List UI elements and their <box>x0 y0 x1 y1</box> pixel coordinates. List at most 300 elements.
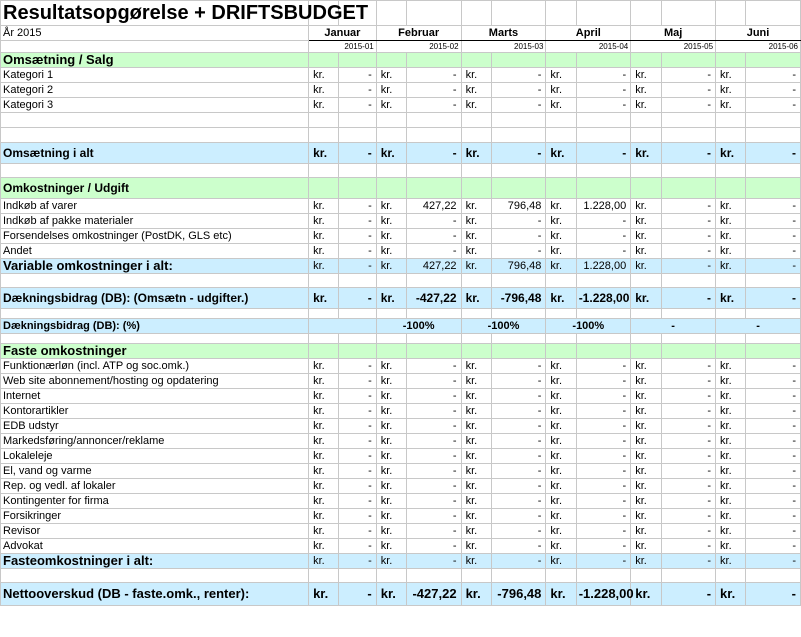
fixed-currency[interactable]: kr. <box>631 449 661 464</box>
month-header[interactable]: Maj <box>631 26 716 41</box>
fixed-total-currency[interactable]: kr. <box>546 554 576 569</box>
empty-cell[interactable] <box>491 334 546 344</box>
fixed-value[interactable]: - <box>661 419 716 434</box>
cost-value[interactable]: - <box>339 229 376 244</box>
cost-value[interactable]: - <box>407 244 462 259</box>
empty-cell[interactable] <box>631 334 661 344</box>
variable-total-value[interactable]: - <box>339 259 376 274</box>
row-label[interactable]: Markedsføring/annoncer/reklame <box>1 434 309 449</box>
fixed-currency[interactable]: kr. <box>461 434 491 449</box>
empty-cell[interactable] <box>546 344 576 359</box>
fixed-value[interactable]: - <box>339 419 376 434</box>
empty-cell[interactable] <box>461 178 491 199</box>
month-date[interactable]: 2015-05 <box>631 41 716 53</box>
variable-total-currency[interactable]: kr. <box>376 259 406 274</box>
net-currency[interactable]: kr. <box>309 583 339 606</box>
empty-cell[interactable] <box>576 344 631 359</box>
empty-cell[interactable] <box>309 113 339 128</box>
fixed-currency[interactable]: kr. <box>631 494 661 509</box>
fixed-currency[interactable]: kr. <box>631 419 661 434</box>
empty-cell[interactable] <box>546 1 576 26</box>
empty-cell[interactable] <box>546 113 576 128</box>
variable-total-value[interactable]: 1.228,00 <box>576 259 631 274</box>
cost-value[interactable]: - <box>491 244 546 259</box>
empty-cell[interactable] <box>309 334 339 344</box>
sales-value[interactable]: - <box>661 98 716 113</box>
sales-total-currency[interactable]: kr. <box>376 143 406 164</box>
sales-value[interactable]: - <box>576 98 631 113</box>
empty-cell[interactable] <box>491 128 546 143</box>
cost-currency[interactable]: kr. <box>309 229 339 244</box>
fixed-currency[interactable]: kr. <box>376 449 406 464</box>
empty-cell[interactable] <box>661 344 716 359</box>
cost-value[interactable]: - <box>746 199 801 214</box>
fixed-currency[interactable]: kr. <box>716 404 746 419</box>
empty-cell[interactable] <box>1 274 309 288</box>
fixed-value[interactable]: - <box>339 494 376 509</box>
fixed-value[interactable]: - <box>661 494 716 509</box>
fixed-currency[interactable]: kr. <box>461 404 491 419</box>
empty-cell[interactable] <box>576 569 631 583</box>
fixed-currency[interactable]: kr. <box>309 494 339 509</box>
fixed-value[interactable]: - <box>661 539 716 554</box>
sales-currency[interactable]: kr. <box>461 83 491 98</box>
fixed-currency[interactable]: kr. <box>631 434 661 449</box>
fixed-value[interactable]: - <box>661 404 716 419</box>
year-label[interactable]: År 2015 <box>1 26 309 41</box>
empty-cell[interactable] <box>716 1 746 26</box>
cost-currency[interactable]: kr. <box>546 214 576 229</box>
empty-cell[interactable] <box>491 53 546 68</box>
fixed-value[interactable]: - <box>407 419 462 434</box>
fixed-total-value[interactable]: - <box>339 554 376 569</box>
cost-value[interactable]: - <box>746 244 801 259</box>
sales-value[interactable]: - <box>491 98 546 113</box>
db-value[interactable]: - <box>339 288 376 309</box>
empty-cell[interactable] <box>716 178 746 199</box>
db-pct-value[interactable]: - <box>716 319 801 334</box>
section-fixed-title[interactable]: Faste omkostninger <box>1 344 309 359</box>
empty-cell[interactable] <box>631 274 661 288</box>
empty-cell[interactable] <box>661 53 716 68</box>
fixed-currency[interactable]: kr. <box>631 359 661 374</box>
empty-cell[interactable] <box>461 274 491 288</box>
empty-cell[interactable] <box>407 178 462 199</box>
cost-currency[interactable]: kr. <box>461 199 491 214</box>
sales-currency[interactable]: kr. <box>309 83 339 98</box>
empty-cell[interactable] <box>576 178 631 199</box>
empty-cell[interactable] <box>376 334 406 344</box>
fixed-currency[interactable]: kr. <box>309 479 339 494</box>
empty-cell[interactable] <box>1 334 309 344</box>
empty-cell[interactable] <box>491 113 546 128</box>
fixed-value[interactable]: - <box>339 374 376 389</box>
fixed-value[interactable]: - <box>491 404 546 419</box>
empty-cell[interactable] <box>546 53 576 68</box>
empty-cell[interactable] <box>631 178 661 199</box>
sales-currency[interactable]: kr. <box>376 83 406 98</box>
db-value[interactable]: -1.228,00 <box>576 288 631 309</box>
empty-cell[interactable] <box>576 128 631 143</box>
sales-value[interactable]: - <box>491 68 546 83</box>
fixed-value[interactable]: - <box>576 494 631 509</box>
empty-cell[interactable] <box>661 1 716 26</box>
row-label[interactable]: Indkøb af varer <box>1 199 309 214</box>
net-currency[interactable]: kr. <box>546 583 576 606</box>
month-header[interactable]: Februar <box>376 26 461 41</box>
sales-currency[interactable]: kr. <box>716 68 746 83</box>
empty-cell[interactable] <box>407 309 462 319</box>
fixed-value[interactable]: - <box>576 389 631 404</box>
variable-total-value[interactable]: - <box>746 259 801 274</box>
empty-cell[interactable] <box>746 113 801 128</box>
empty-cell[interactable] <box>716 164 746 178</box>
db-currency[interactable]: kr. <box>631 288 661 309</box>
sales-value[interactable]: - <box>576 83 631 98</box>
empty-cell[interactable] <box>461 164 491 178</box>
fixed-currency[interactable]: kr. <box>631 539 661 554</box>
empty-cell[interactable] <box>716 113 746 128</box>
fixed-currency[interactable]: kr. <box>631 404 661 419</box>
cost-value[interactable]: - <box>339 199 376 214</box>
empty-cell[interactable] <box>1 569 309 583</box>
net-currency[interactable]: kr. <box>716 583 746 606</box>
fixed-currency[interactable]: kr. <box>716 494 746 509</box>
empty-cell[interactable] <box>746 274 801 288</box>
empty-cell[interactable] <box>546 164 576 178</box>
fixed-value[interactable]: - <box>746 464 801 479</box>
fixed-value[interactable]: - <box>576 524 631 539</box>
sales-value[interactable]: - <box>407 98 462 113</box>
db-pct-label[interactable]: Dækningsbidrag (DB): (%) <box>1 319 309 334</box>
empty-cell[interactable] <box>746 344 801 359</box>
empty-cell[interactable] <box>309 164 339 178</box>
net-value[interactable]: - <box>339 583 376 606</box>
fixed-currency[interactable]: kr. <box>631 479 661 494</box>
cost-value[interactable]: - <box>661 229 716 244</box>
empty-cell[interactable] <box>631 1 661 26</box>
sales-currency[interactable]: kr. <box>376 68 406 83</box>
empty-cell[interactable] <box>339 274 376 288</box>
empty-cell[interactable] <box>576 53 631 68</box>
fixed-value[interactable]: - <box>746 524 801 539</box>
empty-cell[interactable] <box>461 53 491 68</box>
sales-value[interactable]: - <box>746 68 801 83</box>
sales-currency[interactable]: kr. <box>546 83 576 98</box>
fixed-value[interactable]: - <box>491 509 546 524</box>
row-label[interactable]: El, vand og varme <box>1 464 309 479</box>
cost-currency[interactable]: kr. <box>716 199 746 214</box>
cost-currency[interactable]: kr. <box>716 214 746 229</box>
db-value[interactable]: - <box>746 288 801 309</box>
sales-total-currency[interactable]: kr. <box>716 143 746 164</box>
empty-cell[interactable] <box>309 569 339 583</box>
fixed-value[interactable]: - <box>339 359 376 374</box>
db-value[interactable]: -796,48 <box>491 288 546 309</box>
fixed-value[interactable]: - <box>661 359 716 374</box>
empty-cell[interactable] <box>631 164 661 178</box>
empty-cell[interactable] <box>661 309 716 319</box>
month-date[interactable]: 2015-03 <box>461 41 546 53</box>
sales-value[interactable]: - <box>339 83 376 98</box>
fixed-currency[interactable]: kr. <box>461 374 491 389</box>
fixed-value[interactable]: - <box>746 359 801 374</box>
cost-value[interactable]: - <box>746 214 801 229</box>
empty-cell[interactable] <box>376 178 406 199</box>
sales-currency[interactable]: kr. <box>716 98 746 113</box>
fixed-currency[interactable]: kr. <box>461 464 491 479</box>
fixed-value[interactable]: - <box>661 434 716 449</box>
sales-total-value[interactable]: - <box>576 143 631 164</box>
fixed-currency[interactable]: kr. <box>716 419 746 434</box>
row-label[interactable]: Kontingenter for firma <box>1 494 309 509</box>
cost-currency[interactable]: kr. <box>461 229 491 244</box>
sales-total-value[interactable]: - <box>746 143 801 164</box>
row-label[interactable]: Kontorartikler <box>1 404 309 419</box>
sales-total-value[interactable]: - <box>661 143 716 164</box>
cost-currency[interactable]: kr. <box>376 199 406 214</box>
empty-cell[interactable] <box>309 309 339 319</box>
fixed-currency[interactable]: kr. <box>716 389 746 404</box>
empty-cell[interactable] <box>746 334 801 344</box>
fixed-currency[interactable]: kr. <box>309 464 339 479</box>
fixed-value[interactable]: - <box>407 404 462 419</box>
variable-total-label[interactable]: Variable omkostninger i alt: <box>1 259 309 274</box>
empty-cell[interactable] <box>461 309 491 319</box>
fixed-value[interactable]: - <box>491 434 546 449</box>
empty-cell[interactable] <box>631 344 661 359</box>
row-label[interactable]: Kategori 3 <box>1 98 309 113</box>
row-label[interactable]: Lokaleleje <box>1 449 309 464</box>
empty-cell[interactable] <box>631 53 661 68</box>
empty-cell[interactable] <box>339 178 376 199</box>
empty-cell[interactable] <box>576 1 631 26</box>
fixed-value[interactable]: - <box>576 464 631 479</box>
cost-value[interactable]: - <box>407 214 462 229</box>
empty-cell[interactable] <box>546 274 576 288</box>
cost-value[interactable]: - <box>661 244 716 259</box>
empty-cell[interactable] <box>716 334 746 344</box>
fixed-value[interactable]: - <box>746 374 801 389</box>
fixed-value[interactable]: - <box>407 359 462 374</box>
sales-value[interactable]: - <box>339 68 376 83</box>
fixed-value[interactable]: - <box>339 509 376 524</box>
fixed-currency[interactable]: kr. <box>461 479 491 494</box>
sales-currency[interactable]: kr. <box>546 68 576 83</box>
sales-total-currency[interactable]: kr. <box>461 143 491 164</box>
fixed-value[interactable]: - <box>576 509 631 524</box>
fixed-currency[interactable]: kr. <box>376 464 406 479</box>
fixed-currency[interactable]: kr. <box>631 464 661 479</box>
sales-currency[interactable]: kr. <box>546 98 576 113</box>
fixed-currency[interactable]: kr. <box>376 404 406 419</box>
fixed-currency[interactable]: kr. <box>376 539 406 554</box>
fixed-value[interactable]: - <box>746 539 801 554</box>
empty-cell[interactable] <box>546 128 576 143</box>
net-currency[interactable]: kr. <box>631 583 661 606</box>
fixed-value[interactable]: - <box>339 479 376 494</box>
empty-cell[interactable] <box>491 164 546 178</box>
net-value[interactable]: - <box>746 583 801 606</box>
fixed-value[interactable]: - <box>576 404 631 419</box>
fixed-value[interactable]: - <box>491 524 546 539</box>
empty-cell[interactable] <box>746 53 801 68</box>
variable-total-currency[interactable]: kr. <box>631 259 661 274</box>
cost-value[interactable]: - <box>576 244 631 259</box>
fixed-currency[interactable]: kr. <box>546 374 576 389</box>
empty-cell[interactable] <box>407 334 462 344</box>
fixed-value[interactable]: - <box>339 464 376 479</box>
month-header[interactable]: Januar <box>309 26 377 41</box>
fixed-value[interactable]: - <box>746 404 801 419</box>
db-currency[interactable]: kr. <box>376 288 406 309</box>
fixed-value[interactable]: - <box>407 449 462 464</box>
empty-cell[interactable] <box>461 569 491 583</box>
empty-cell[interactable] <box>491 1 546 26</box>
empty-cell[interactable] <box>661 334 716 344</box>
fixed-currency[interactable]: kr. <box>631 524 661 539</box>
fixed-currency[interactable]: kr. <box>546 434 576 449</box>
fixed-total-value[interactable]: - <box>746 554 801 569</box>
empty-cell[interactable] <box>407 128 462 143</box>
empty-cell[interactable] <box>1 309 309 319</box>
empty-cell[interactable] <box>309 53 339 68</box>
month-date[interactable]: 2015-01 <box>309 41 377 53</box>
fixed-total-currency[interactable]: kr. <box>376 554 406 569</box>
sales-total-value[interactable]: - <box>339 143 376 164</box>
empty-cell[interactable] <box>746 309 801 319</box>
cost-value[interactable]: - <box>661 214 716 229</box>
empty-cell[interactable] <box>576 113 631 128</box>
fixed-value[interactable]: - <box>491 419 546 434</box>
fixed-currency[interactable]: kr. <box>376 509 406 524</box>
db-currency[interactable]: kr. <box>716 288 746 309</box>
month-date[interactable]: 2015-04 <box>546 41 631 53</box>
empty-cell[interactable] <box>376 309 406 319</box>
sales-value[interactable]: - <box>661 83 716 98</box>
fixed-currency[interactable]: kr. <box>461 419 491 434</box>
empty-cell[interactable] <box>339 569 376 583</box>
empty-cell[interactable] <box>309 344 339 359</box>
fixed-currency[interactable]: kr. <box>309 359 339 374</box>
net-value[interactable]: -796,48 <box>491 583 546 606</box>
empty-cell[interactable] <box>461 1 491 26</box>
fixed-currency[interactable]: kr. <box>461 449 491 464</box>
cost-value[interactable]: - <box>661 199 716 214</box>
cost-currency[interactable]: kr. <box>631 214 661 229</box>
fixed-currency[interactable]: kr. <box>309 374 339 389</box>
db-value[interactable]: -427,22 <box>407 288 462 309</box>
fixed-currency[interactable]: kr. <box>309 404 339 419</box>
fixed-total-value[interactable]: - <box>576 554 631 569</box>
cost-currency[interactable]: kr. <box>461 214 491 229</box>
net-value[interactable]: -1.228,00 <box>576 583 631 606</box>
db-pct-value[interactable] <box>309 319 377 334</box>
fixed-currency[interactable]: kr. <box>631 509 661 524</box>
fixed-value[interactable]: - <box>576 479 631 494</box>
row-label[interactable]: Forsendelses omkostninger (PostDK, GLS etc) <box>1 229 309 244</box>
fixed-currency[interactable]: kr. <box>309 539 339 554</box>
fixed-value[interactable]: - <box>661 389 716 404</box>
cost-currency[interactable]: kr. <box>376 214 406 229</box>
fixed-currency[interactable]: kr. <box>546 389 576 404</box>
row-label[interactable]: Forsikringer <box>1 509 309 524</box>
empty-cell[interactable] <box>407 569 462 583</box>
fixed-value[interactable]: - <box>661 479 716 494</box>
fixed-value[interactable]: - <box>576 539 631 554</box>
variable-total-value[interactable]: - <box>661 259 716 274</box>
empty-cell[interactable] <box>546 309 576 319</box>
empty-cell[interactable] <box>661 128 716 143</box>
empty-cell[interactable] <box>461 344 491 359</box>
row-label[interactable]: EDB udstyr <box>1 419 309 434</box>
sales-currency[interactable]: kr. <box>631 83 661 98</box>
empty-cell[interactable] <box>407 1 462 26</box>
fixed-value[interactable]: - <box>746 389 801 404</box>
fixed-value[interactable]: - <box>576 449 631 464</box>
empty-cell[interactable] <box>376 569 406 583</box>
fixed-currency[interactable]: kr. <box>716 479 746 494</box>
empty-cell[interactable] <box>339 128 376 143</box>
cost-value[interactable]: 796,48 <box>491 199 546 214</box>
cost-currency[interactable]: kr. <box>546 229 576 244</box>
fixed-currency[interactable]: kr. <box>461 524 491 539</box>
fixed-currency[interactable]: kr. <box>716 374 746 389</box>
empty-cell[interactable] <box>376 128 406 143</box>
fixed-value[interactable]: - <box>661 374 716 389</box>
empty-cell[interactable] <box>1 128 309 143</box>
cost-currency[interactable]: kr. <box>631 229 661 244</box>
fixed-currency[interactable]: kr. <box>716 464 746 479</box>
sales-currency[interactable]: kr. <box>461 98 491 113</box>
cost-value[interactable]: - <box>339 244 376 259</box>
month-date[interactable]: 2015-02 <box>376 41 461 53</box>
empty-cell[interactable] <box>339 344 376 359</box>
variable-total-value[interactable]: 427,22 <box>407 259 462 274</box>
empty-cell[interactable] <box>576 274 631 288</box>
fixed-value[interactable]: - <box>746 509 801 524</box>
row-label[interactable]: Kategori 1 <box>1 68 309 83</box>
cost-value[interactable]: - <box>491 229 546 244</box>
empty-cell[interactable] <box>576 309 631 319</box>
empty-cell[interactable] <box>491 309 546 319</box>
db-currency[interactable]: kr. <box>309 288 339 309</box>
net-label[interactable]: Nettooverskud (DB - faste.omk., renter): <box>1 583 309 606</box>
sales-total-value[interactable]: - <box>407 143 462 164</box>
empty-cell[interactable] <box>546 178 576 199</box>
sales-currency[interactable]: kr. <box>716 83 746 98</box>
empty-cell[interactable] <box>576 334 631 344</box>
empty-cell[interactable] <box>631 128 661 143</box>
empty-cell[interactable] <box>661 113 716 128</box>
empty-cell[interactable] <box>716 344 746 359</box>
empty-cell[interactable] <box>309 178 339 199</box>
empty-cell[interactable] <box>746 178 801 199</box>
fixed-value[interactable]: - <box>491 479 546 494</box>
empty-cell[interactable] <box>376 274 406 288</box>
empty-cell[interactable] <box>661 164 716 178</box>
fixed-value[interactable]: - <box>491 449 546 464</box>
row-label[interactable]: Web site abonnement/hosting og opdatering <box>1 374 309 389</box>
fixed-currency[interactable]: kr. <box>309 449 339 464</box>
fixed-total-value[interactable]: - <box>491 554 546 569</box>
sales-total-value[interactable]: - <box>491 143 546 164</box>
empty-cell[interactable] <box>491 178 546 199</box>
fixed-value[interactable]: - <box>407 539 462 554</box>
fixed-currency[interactable]: kr. <box>716 524 746 539</box>
fixed-value[interactable]: - <box>661 509 716 524</box>
empty-cell[interactable] <box>746 164 801 178</box>
